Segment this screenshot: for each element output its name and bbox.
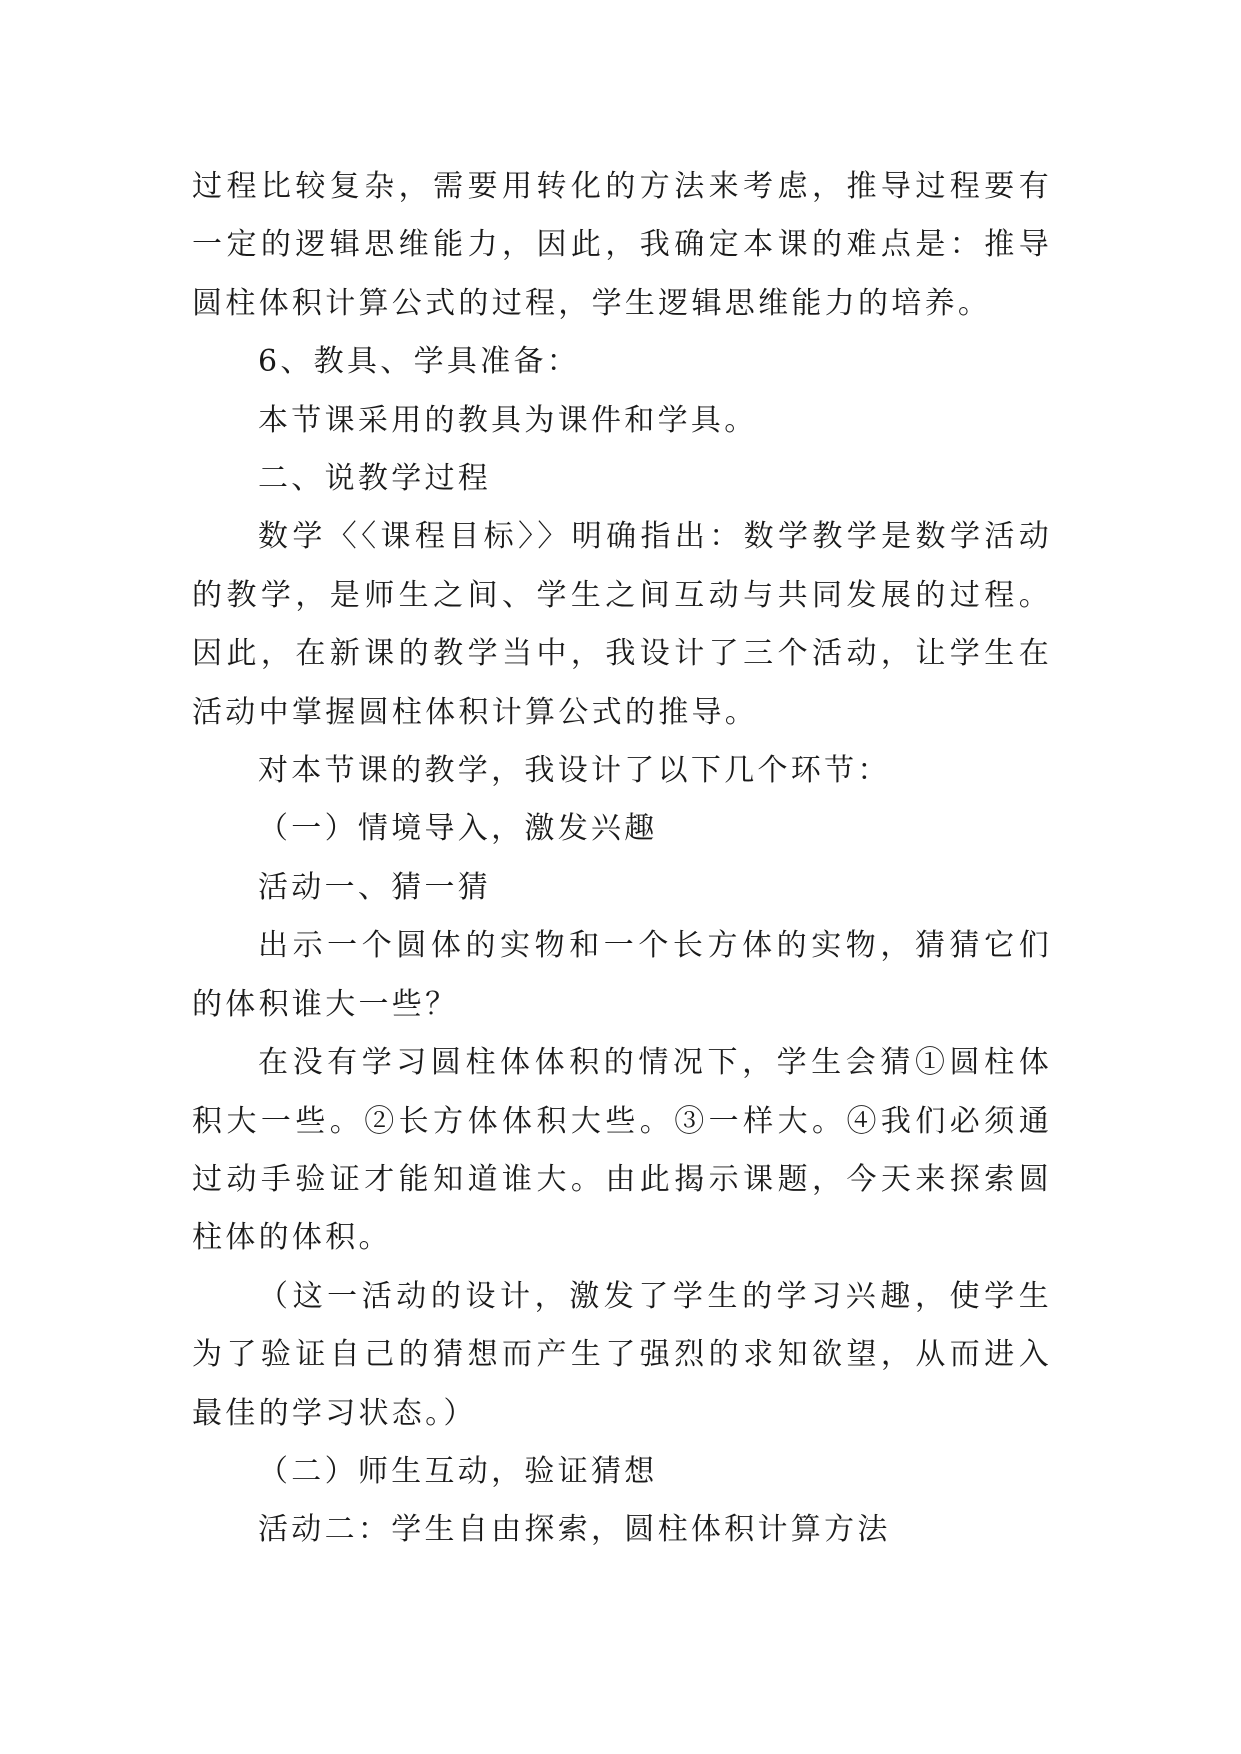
section-heading: （一）情境导入，激发兴趣 <box>258 811 658 847</box>
section-heading: （二）师生互动，验证猜想 <box>258 1453 658 1489</box>
section-heading: 6、教具、学具准备： <box>258 344 581 380</box>
paragraph: 出示一个圆体的实物和一个长方体的实物，猜猜它们的体积谁大一些？ <box>192 928 1052 1022</box>
section-heading: 二、说教学过程 <box>258 461 492 497</box>
paragraph: 对本节课的教学，我设计了以下几个环节： <box>258 753 891 789</box>
paragraph: （这一活动的设计，激发了学生的学习兴趣，使学生为了验证自己的猜想而产生了强烈的求知欲望，从而进入最佳的学习状态。） <box>192 1278 1052 1431</box>
paragraph: 在没有学习圆柱体体积的情况下，学生会猜①圆柱体积大一些。②长方体体积大些。③一样大。④我们必须通过动手验证才能知道谁大。由此揭示课题，今天来探索圆柱体的体积。 <box>192 1045 1052 1256</box>
paragraph: 本节课采用的教具为课件和学具。 <box>258 402 758 438</box>
paragraph: 过程比较复杂，需要用转化的方法来考虑，推导过程要有一定的逻辑思维能力，因此，我确定本课的难点是：推导圆柱体积计算公式的过程，学生逻辑思维能力的培养。 <box>192 169 1052 321</box>
activity-heading: 活动二：学生自由探索，圆柱体积计算方法 <box>258 1512 891 1548</box>
activity-heading: 活动一、猜一猜 <box>258 869 492 905</box>
document-body <box>192 158 1052 1560</box>
paragraph: 数学〈〈课程目标〉〉明确指出：数学教学是数学活动的教学，是师生之间、学生之间互动与共同发展的过程。因此，在新课的教学当中，我设计了三个活动，让学生在活动中掌握圆柱体积计算公式的推导。 <box>192 519 1052 730</box>
